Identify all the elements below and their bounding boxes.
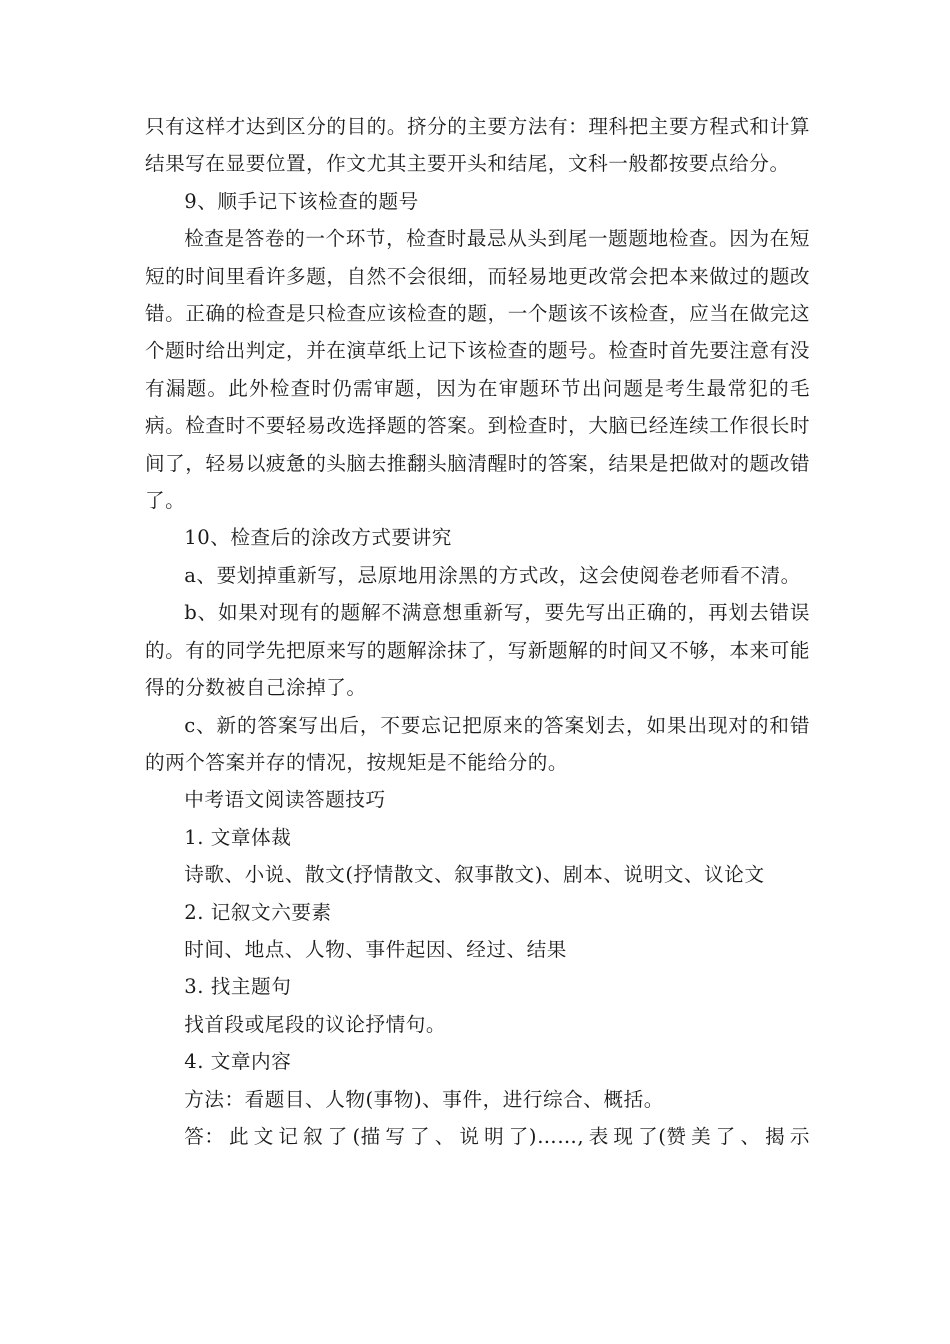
answer-fragment: 记 <box>278 1124 299 1148</box>
item-4-title: 4. 文章内容 <box>184 1050 292 1074</box>
answer-fragment: 了 <box>715 1124 736 1148</box>
answer-fragment: 此 <box>229 1124 250 1148</box>
answer-fragment: 了 <box>327 1124 348 1148</box>
answer-fragment: 现 <box>613 1124 634 1148</box>
answer-fragment: 写 <box>385 1124 406 1148</box>
item-3-title: 3. 找主题句 <box>184 975 292 999</box>
item-4-answer <box>145 1118 810 1155</box>
answer-fragment: 说 <box>459 1124 480 1148</box>
document-page <box>145 108 810 1155</box>
answer-fragment: 文 <box>253 1124 274 1148</box>
answer-fragment: 美 <box>691 1124 712 1148</box>
item-1-title: 1. 文章体裁 <box>184 825 292 849</box>
heading-item-10: 10、检查后的涂改方式要讲究 <box>184 526 452 550</box>
paragraph-c: c、新的答案写出后，不要忘记把原来的答案划去，如果出现对的和错的两个答案并存的情况，按规矩是不能给分的。 <box>145 713 810 774</box>
heading-item-9: 9、顺手记下该检查的题号 <box>184 189 419 213</box>
answer-fragment: 明 <box>484 1124 505 1148</box>
answer-fragment: 了 <box>410 1124 431 1148</box>
answer-fragment: 了(赞 <box>638 1124 687 1148</box>
item-4-answer-text <box>184 1118 810 1155</box>
item-1-text: 诗歌、小说、散文(抒情散文、叙事散文)、剧本、说明文、议论文 <box>184 863 765 887</box>
item-2-title: 2. 记叙文六要素 <box>184 900 332 924</box>
item-2-text: 时间、地点、人物、事件起因、经过、结果 <box>184 937 567 961</box>
answer-fragment: 答： <box>184 1124 225 1148</box>
answer-fragment: 揭 <box>765 1124 786 1148</box>
section-title: 中考语文阅读答题技巧 <box>184 788 386 812</box>
answer-fragment: 叙 <box>303 1124 324 1148</box>
item-3-text: 找首段或尾段的议论抒情句。 <box>184 1012 447 1036</box>
answer-fragment: 表 <box>588 1124 609 1148</box>
answer-fragment: 了)……, <box>508 1124 585 1148</box>
answer-fragment: (描 <box>352 1124 381 1148</box>
paragraph-check: 检查是答卷的一个环节，检查时最忌从头到尾一题题地检查。因为在短短的时间里看许多题，自然不会很细，而轻易地更改常会把本来做过的题改错。正确的检查是只检查应该检查的题，一个题该不该检查，应当在做完这个题时给出判定，并在演草纸上记下该检查的题号。检查时首先要注意有没有漏题。此外检查时仍需审题，因为在审题环节出问题是考生最常犯的毛病。检查时不要轻易改选择题的答案。到检查时，大脑已经连续工作很长时间了，轻易以疲惫的头脑去推翻头脑清醒时的答案，结果是把做对的题改错了。 <box>145 227 810 513</box>
item-4-method: 方法：看题目、人物(事物)、事件，进行综合、概括。 <box>184 1087 664 1111</box>
answer-fragment: 、 <box>434 1124 455 1148</box>
paragraph-continuation: 只有这样才达到区分的目的。挤分的主要方法有：理科把主要方程式和计算结果写在显要位置，作文尤其主要开头和结尾，文科一般都按要点给分。 <box>145 115 810 176</box>
paragraph-a: a、要划掉重新写，忌原地用涂黑的方式改，这会使阅卷老师看不清。 <box>184 563 801 587</box>
paragraph-b: b、如果对现有的题解不满意想重新写，要先写出正确的，再划去错误的。有的同学先把原来写的题解涂抹了，写新题解的时间又不够，本来可能得的分数被自己涂掉了。 <box>145 601 810 700</box>
answer-fragment: 示 <box>789 1124 810 1148</box>
answer-fragment: 、 <box>740 1124 761 1148</box>
